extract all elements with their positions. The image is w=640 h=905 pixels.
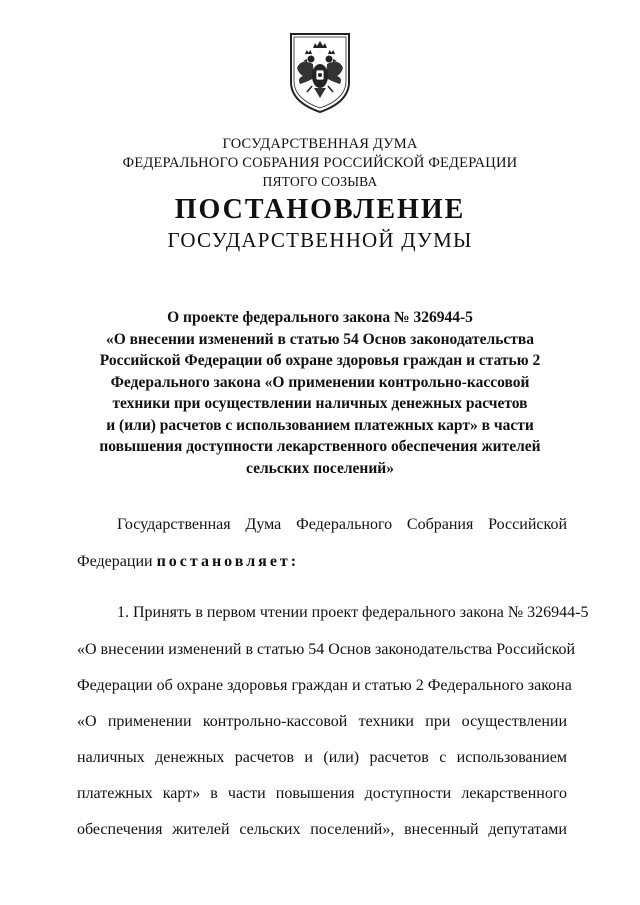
paragraph-line: «О внесении изменений в статью 54 Основ законодательства Российской — [77, 641, 576, 658]
paragraph-line: обеспечения жителей сельских поселений», внесенный депутатами — [77, 821, 567, 838]
document-issuer-heading: ГОСУДАРСТВЕННОЙ ДУМЫ — [167, 228, 473, 252]
title-line: сельских поселений» — [246, 459, 394, 477]
header-line-state-duma: ГОСУДАРСТВЕННАЯ ДУМА — [222, 136, 418, 152]
paragraph-line: Федерации об охране здоровья граждан и статью 2 Федерального закона — [77, 677, 572, 694]
title-line: повышения доступности лекарственного обеспечения жителей — [99, 438, 541, 455]
title-line: и (или) расчетов с использованием платежных карт» в части — [106, 416, 534, 434]
header-line-federal-assembly: ФЕДЕРАЛЬНОГО СОБРАНИЯ РОССИЙСКОЙ ФЕДЕРАЦИИ — [122, 155, 518, 171]
paragraph-line: «О применении контрольно-кассовой техники при осуществлении — [77, 713, 567, 730]
title-line: Федерального закона «О применении контрольно-кассовой — [110, 373, 530, 391]
preamble-subject: Федерации — [77, 553, 157, 570]
preamble-line-resolution — [77, 553, 567, 571]
header-line-convocation: ПЯТОГО СОЗЫВА — [262, 174, 378, 189]
resolves-word: постановляет: — [156, 553, 300, 570]
title-line: «О внесении изменений в статью 54 Основ законодательства — [105, 330, 535, 348]
document-title — [60, 307, 580, 479]
coat-of-arms-emblem — [285, 30, 355, 116]
title-line: техники при осуществлении наличных денежных расчетов — [112, 395, 528, 412]
title-line: О проекте федерального закона № 326944-5 — [167, 309, 473, 326]
document-type-heading: ПОСТАНОВЛЕНИЕ — [174, 194, 466, 225]
paragraph-line: 1. Принять в первом чтении проект федерального закона № 326944-5 — [117, 604, 589, 621]
preamble-line: Государственная Дума Федерального Собрания Российской — [117, 516, 567, 533]
paragraph-line: наличных денежных расчетов и (или) расчетов с использованием — [77, 749, 567, 766]
title-line: Российской Федерации об охране здоровья граждан и статью 2 — [99, 352, 541, 369]
paragraph-line: платежных карт» в части повышения доступности лекарственного — [77, 785, 567, 802]
